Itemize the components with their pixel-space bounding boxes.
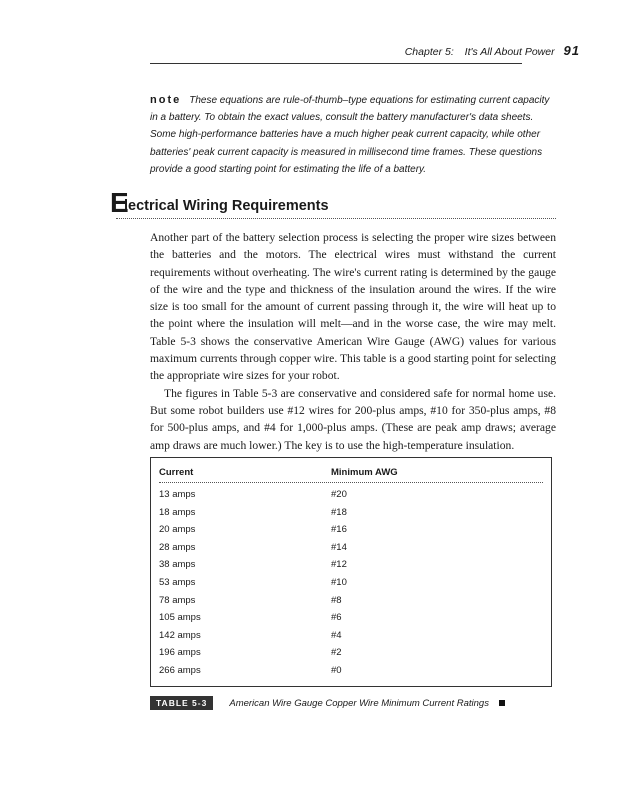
table-row xyxy=(159,521,543,539)
table-row xyxy=(159,504,543,522)
table-row xyxy=(159,592,543,610)
cell-awg: #0 xyxy=(331,664,342,676)
cell-current: 78 amps xyxy=(159,594,196,606)
section-rule xyxy=(116,218,556,219)
table-row xyxy=(159,609,543,627)
cell-awg: #18 xyxy=(331,506,347,518)
cell-current: 105 amps xyxy=(159,612,201,624)
note-label: note xyxy=(150,94,182,106)
caption-text: American Wire Gauge Copper Wire Minimum Current Ratings xyxy=(229,698,489,709)
page-number: 91 xyxy=(563,43,580,58)
table-header-awg: Minimum AWG xyxy=(331,467,398,478)
table-row xyxy=(159,644,543,662)
cell-awg: #14 xyxy=(331,541,347,553)
cell-current: 196 amps xyxy=(159,647,201,659)
cell-awg: #8 xyxy=(331,594,342,606)
cell-awg: #20 xyxy=(331,489,347,500)
table-row xyxy=(159,574,543,592)
cell-awg: #6 xyxy=(331,612,342,624)
table-header-current: Current xyxy=(159,467,194,478)
table-row xyxy=(159,486,543,504)
table-row xyxy=(159,662,543,680)
cell-awg: #10 xyxy=(331,576,347,588)
table-tag: TABLE 5-3 xyxy=(150,696,213,710)
cell-awg: #16 xyxy=(331,524,347,536)
table-row xyxy=(159,539,543,557)
awg-table xyxy=(150,457,552,687)
table-row xyxy=(159,627,543,645)
section-title: lectrical Wiring Requirements xyxy=(124,198,329,214)
header-rule xyxy=(150,63,522,64)
cell-current: 20 amps xyxy=(159,524,196,536)
table-row xyxy=(159,556,543,574)
cell-current: 266 amps xyxy=(159,664,201,676)
cell-awg: #12 xyxy=(331,559,347,571)
cell-current: 53 amps xyxy=(159,576,196,588)
running-head xyxy=(405,43,580,58)
cell-awg: #4 xyxy=(331,629,342,641)
note-block xyxy=(150,92,556,178)
end-mark-icon xyxy=(499,700,505,706)
chapter-title: It's All About Power xyxy=(464,46,555,58)
section-drop-letter: E xyxy=(110,187,129,218)
cell-current: 28 amps xyxy=(159,541,196,553)
paragraph-1: Another part of the battery selection process is selecting the proper wire sizes between the batteries and the motors. The electrical wires must withstand the current requirements without overheating. The wire's current rating is determined by the gauge of the wire and the type and thickness of the insulation around the wires. If the wire size is too small for the amount of current passing through it, the wire will heat up to the point where the insulation will melt—and in the worse case, the wire may melt. Table 5-3 shows the conservative American Wire Gauge (AWG) values for various maximum currents through copper wire. This table is a good starting point for selecting the appropriate wire sizes for your robot. xyxy=(150,231,556,383)
table-header-rule xyxy=(159,482,543,483)
cell-current: 18 amps xyxy=(159,506,196,518)
cell-current: 142 amps xyxy=(159,629,201,641)
table-caption xyxy=(150,696,556,710)
table-body xyxy=(159,486,543,680)
cell-awg: #2 xyxy=(331,647,342,659)
note-text: These equations are rule-of-thumb–type equations for estimating current capacity in a battery. To obtain the exact values, consult the battery manufacturer's data sheets. Some high-performance batteries have a much higher peak current capacity, while other batteries' peak current capacity is measured in millisecond time frames. These questions provide a good starting point for estimating the life of a battery. xyxy=(150,95,550,175)
body-text xyxy=(150,229,556,454)
cell-current: 13 amps xyxy=(159,489,196,500)
paragraph-2: The figures in Table 5-3 are conservative and considered safe for normal home use. But some robot builders use #12 wires for 200-plus amps, #10 for 350-plus amps, #8 for 500-plus amps, and #4 for 1,000-plus amps. (These are peak amp draws; average amp draws are much lower.) The key is to use the high-temperature insulation. xyxy=(150,386,556,452)
cell-current: 38 amps xyxy=(159,559,196,571)
chapter-label: Chapter 5: xyxy=(404,46,454,58)
